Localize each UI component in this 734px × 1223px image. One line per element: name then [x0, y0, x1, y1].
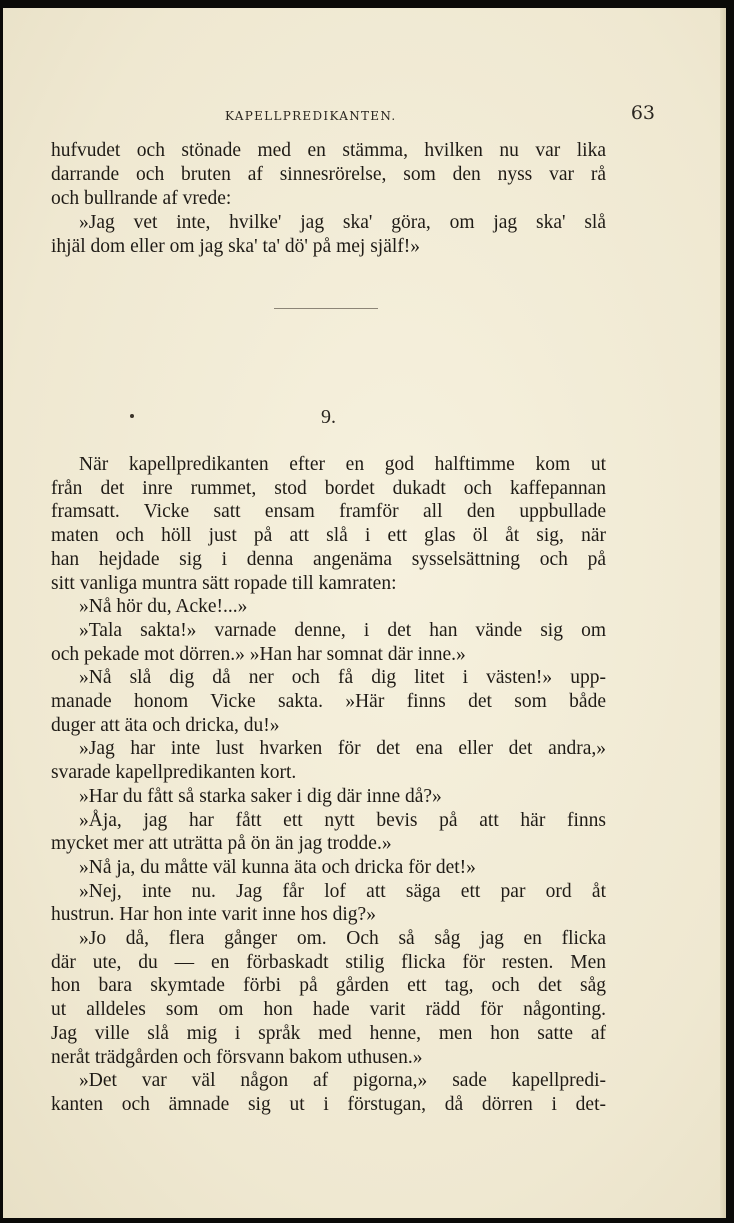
text-line: »Nå slå dig då ner och få dig litet i västen!» upp- [79, 667, 606, 689]
text-line: och bullrande af vrede: [51, 188, 232, 209]
text-line: »Jo då, flera gånger om. Och så såg jag en flicka [79, 928, 606, 949]
book-page [3, 8, 726, 1218]
text-line: och pekade mot dörren.» »Han har somnat där inne.» [51, 643, 466, 665]
text-line: »Nå ja, du måtte väl kunna äta och dricka för det!» [79, 856, 476, 878]
text-line: hufvudet och stönade med en stämma, hvilken nu var lika [51, 140, 606, 161]
page-edge [720, 8, 726, 1218]
section-divider [274, 308, 378, 309]
text-line: manade honom Vicke sakta. »Här finns det som både [51, 691, 606, 712]
text-line: ut alldeles som om hon hade varit rädd för någonting. [51, 999, 606, 1021]
text-line: När kapellpredikanten efter en god halftimme kom ut [79, 454, 606, 475]
text-line: »Nå hör du, Acke!...» [79, 596, 248, 618]
text-line: »Åja, jag har fått ett nytt bevis på att här finns [79, 809, 606, 831]
text-line: darrande och bruten af sinnesrörelse, som den nyss var rå [51, 164, 606, 185]
text-line: framsatt. Vicke satt ensam framför all den uppbullade [51, 501, 606, 523]
text-line: svarade kapellpredikanten kort. [51, 762, 297, 784]
running-title: KAPELLPREDIKANTEN. [225, 109, 397, 123]
text-line: från det inre rummet, stod bordet dukadt och kaffepannan [51, 477, 606, 499]
text-line: ihjäl dom eller om jag ska' ta' dö' på mej själf!» [51, 236, 421, 257]
text-line: duger att äta och dricka, du!» [51, 714, 280, 736]
text-line: »Jag har inte lust hvarken för det ena eller det andra,» [79, 738, 606, 760]
text-line: hustrun. Har hon inte varit inne hos dig?» [51, 904, 376, 926]
page-number: 63 [630, 102, 655, 124]
print-speck [130, 414, 134, 418]
text-line: neråt trädgården och försvann bakom uthusen.» [51, 1046, 423, 1068]
text-line: »Det var väl någon af pigorna,» sade kapellpredi- [79, 1070, 606, 1092]
text-line: »Nej, inte nu. Jag får lof att säga ett par ord åt [79, 880, 606, 902]
section-number: 9. [321, 406, 336, 428]
page-header [225, 102, 655, 126]
text-line: »Jag vet inte, hvilke' jag ska' göra, om jag ska' slå [79, 212, 606, 233]
text-line: han hejdade sig i denna angenäma sysselsättning och på [51, 548, 606, 570]
text-line: maten och höll just på att slå i ett glas öl åt sig, när [51, 525, 606, 547]
text-line: mycket mer att uträtta på ön än jag trodde.» [51, 833, 392, 855]
text-line: »Har du fått så starka saker i dig där inne då?» [79, 785, 442, 807]
text-line: där ute, du — en förbaskadt stilig flicka för resten. Men [51, 951, 606, 973]
text-line: »Tala sakta!» varnade denne, i det han vände sig om [79, 619, 606, 641]
text-line: kanten och ämnade sig ut i förstugan, då dörren i det- [51, 1093, 606, 1115]
text-line: sitt vanliga muntra sätt ropade till kamraten: [51, 572, 397, 594]
text-line: Jag ville slå mig i språk med henne, men hon satte af [51, 1022, 606, 1044]
text-line: hon bara skymtade förbi på gården ett tag, och det såg [51, 975, 606, 997]
